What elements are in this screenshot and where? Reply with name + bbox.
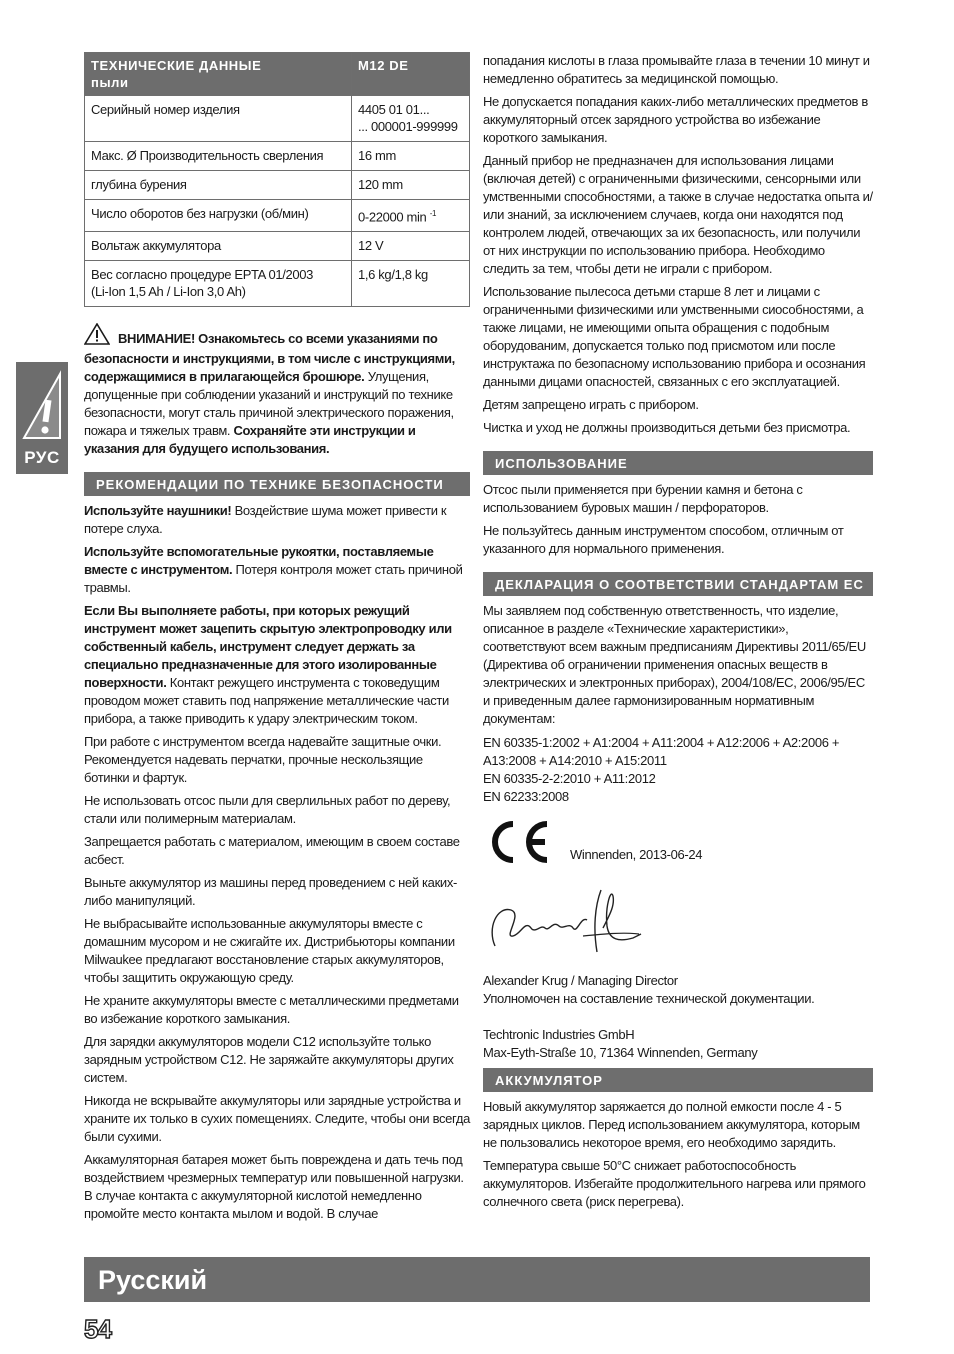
- spacer: [483, 1008, 873, 1026]
- standards-list: [483, 734, 873, 806]
- paragraph: Использование пылесоса детьми старше 8 лет и лицами с ограниченными физическими или умственными сиособностями, а также лицами, не имеющими опыта обращения с подобным оборудованим, допускается только под присмотом или после инструктажа по безопасному использованию прибора и осознания данными дицами опасностей, связанных с его эксплуатацией.: [483, 284, 866, 389]
- warning-bold-text: ВНИМАНИЕ! Ознакомьтесь со всеми указаниями по безопасности и инструкциями, в том числе с инструкциями, содержащимися в прилагающейся брошюре.: [84, 331, 455, 385]
- paragraph: Не допускается попадания каких-либо металлических предметов в аккумуляторный отсек зарядного устройства во избежание короткого замыкания.: [483, 94, 868, 145]
- table-row: [85, 171, 470, 200]
- standard-line: EN 60335-2-2:2010 + A11:2012: [483, 771, 656, 786]
- table-row: [85, 232, 470, 261]
- rpm-value: 0-22000 min: [358, 209, 427, 225]
- signer-name: Alexander Krug / Managing Director: [483, 973, 678, 988]
- left-column: [84, 52, 470, 1228]
- page-number: 54: [84, 1314, 111, 1344]
- paragraph: попадания кислоты в глаза промывайте глаза в течении 10 минут и немедленно обратитесь за медицинской помощью.: [483, 53, 870, 86]
- warning-triangle-icon: [84, 323, 110, 350]
- label-line: Вес согласно процедуре EPTA 01/2003: [91, 267, 314, 283]
- table-cell-label: Вольтаж аккумулятора: [85, 232, 352, 261]
- company-address: Max-Eyth-Straße 10, 71364 Winnenden, Germany: [483, 1045, 758, 1060]
- table-header-right: M12 DE: [352, 53, 470, 96]
- value-line: 4405 01 01...: [358, 102, 430, 117]
- paragraph: Данный прибор не предназначен для использования лицами (включая детей) с ограниченными физическими, сенсорными или умственными способностями, а также в случае недостатка опыта и/или знаний, за исключением случаев, когда они находятся под контролем людей, отвечающих за их безопасность, или получили от них инструкции по использованию прибора. Необходимо следить за тем, чтобы дети не играли с прибором.: [483, 153, 873, 276]
- table-header-subtitle: пыли: [91, 75, 129, 90]
- warning-text: Улущения, допущенные при соблюдении указаний и инструкций по технике безопасности, могут сталь причиной электрического поражения, пожара и тяжелых травм.: [84, 369, 454, 439]
- table-cell-value: [352, 200, 470, 232]
- table-row: [85, 261, 470, 307]
- paragraph-bold: Если Вы выполняете работы, при которых режущий инструмент может зацепить скрытую электропроводку или собственный кабель, инструмент следует держать за специально предназначенные для этого изолированные поверхности.: [84, 603, 452, 691]
- paragraph: Не использовать отсос пыли для сверлильных работ по дереву, стали или полимерным материалам.: [84, 793, 451, 827]
- paragraph: [84, 602, 470, 728]
- warning-keep-text: Сохраняйте эти инструкции и указания для будущего использования.: [84, 423, 416, 457]
- table-cell-label: Число оборотов без нагрузки (об/мин): [85, 200, 352, 232]
- paragraph: Не храните аккумуляторы вместе с металлическими предметами во избежание короткого замыкания.: [84, 993, 459, 1027]
- paragraph-bold: Используйте наушники!: [84, 503, 232, 519]
- paragraph: Температура свыше 50°C снижает работоспособность аккумуляторов. Избегайте продолжительного нагрева или прямого солнечного света (риск перегрева).: [483, 1158, 866, 1209]
- signature-image: [483, 876, 653, 968]
- paragraph: Мы заявляем под собственную ответственность, что изделие, описанное в разделе «Технические характеристики», соответствуют всем важным предписаниям Директивы 2011/65/EU (Директива об ограничении применения опасных веществ в электрических и электронных приборах), 2004/108/EC, 2006/95/EC и приведенным далее гармонизированным нормативным документам:: [483, 603, 866, 726]
- paragraph: Чистка и уход не должны производиться детьми без присмотра.: [483, 420, 851, 435]
- footer-language-bar: Русский: [84, 1257, 870, 1302]
- paragraph-text: Контакт режущего инструмента с токоведущим проводом может ставить под напряжение металлические части прибора, а также приводить к удару электрическим током.: [84, 675, 449, 727]
- rpm-superscript: -1: [429, 209, 437, 218]
- paragraph: Выньте аккумулятор из машины перед проведением с ней каких-либо манипуляций.: [84, 875, 457, 909]
- table-cell-value: 120 mm: [352, 171, 470, 200]
- paragraph-text: Воздействие шума может привести к потере слуха.: [84, 503, 447, 537]
- paragraph: Не выбрасывайте использованные аккумуляторы вместе с домашним мусором и не сжигайте их. Дистрибьюторы компании Milwaukee предлагают восстановление старых аккумуляторов, чтобы защитить окружающую среду.: [84, 916, 455, 986]
- paragraph: [84, 502, 470, 538]
- paragraph-text: Потеря контроля может стать причиной травмы.: [84, 562, 463, 596]
- signature: [483, 876, 873, 972]
- paragraph: Никогда не вскрывайте аккумуляторы или зарядные устройства и храните их только в сухих помещениях. Следите, чтобы они всегда были сухими.: [84, 1093, 470, 1145]
- usage-section-title: ИСПОЛЬЗОВАНИЕ: [483, 451, 873, 475]
- table-header-title: ТЕХНИЧЕСКИЕ ДАННЫЕ: [91, 58, 262, 73]
- paragraph: [84, 543, 470, 597]
- table-cell-value: [352, 96, 470, 142]
- table-row: [85, 200, 470, 232]
- table-row: [85, 142, 470, 171]
- safety-section-title: РЕКОМЕНДАЦИИ ПО ТЕХНИКЕ БЕЗОПАСНОСТИ: [84, 472, 470, 496]
- paragraph: Новый аккумулятор заряжается до полной емкости после 4 - 5 зарядных циклов. Перед использованием аккумулятора, которым не пользовались некоторое время, его необходимо зарядить.: [483, 1099, 860, 1150]
- paragraph: Запрещается работать с материалом, имеющим в своем составе асбест.: [84, 834, 460, 868]
- tech-data-table: [84, 52, 470, 307]
- standard-line: EN 60335-1:2002 + A1:2004 + A11:2004 + A12:2006 + A2:2006 + A13:2008 + A14:2010 + A15:2011: [483, 735, 840, 768]
- paragraph: Аккамуляторная батарея может быть повреждена и дать течь под воздействием чрезмерных температур или повышенной нагрузки. В случае контакта с аккумуляторной кислотой немедленно промойте место контакта мылом и водой. В случае: [84, 1152, 464, 1222]
- side-tab-language: РУС: [24, 448, 60, 467]
- place-date: Winnenden, 2013-06-24: [570, 847, 703, 862]
- table-cell-label: Серийный номер изделия: [85, 96, 352, 142]
- company-name: Techtronic Industries GmbH: [483, 1027, 635, 1042]
- paragraph: Для зарядки аккумуляторов модели C12 используйте только зарядным устройством C12. Не заряжайте аккумуляторы других систем.: [84, 1034, 454, 1086]
- table-cell-label: [85, 261, 352, 307]
- warning-block: [84, 323, 470, 458]
- language-side-tab: [16, 362, 68, 474]
- ce-mark-icon: [489, 820, 551, 864]
- label-line: (Li-Ion 1,5 Ah / Li-Ion 3,0 Ah): [91, 284, 246, 300]
- warning-exclamation-icon: [20, 370, 64, 442]
- table-cell-value: 16 mm: [352, 142, 470, 171]
- paragraph: Отсос пыли применяется при бурении камня и бетона с использованием буровых машин / перфораторов.: [483, 482, 803, 515]
- ce-row: [483, 820, 873, 870]
- table-cell-value: 1,6 kg/1,8 kg: [352, 261, 470, 307]
- table-cell-label: Макс. Ø Производительность сверления: [85, 142, 352, 171]
- standard-line: EN 62233:2008: [483, 789, 569, 804]
- table-header-row: [85, 53, 470, 96]
- authorized-note: Уполномочен на составление технической документации.: [483, 991, 815, 1006]
- paragraph: При работе с инструментом всегда надевайте защитные очки. Рекомендуется надевать перчатки, прочные нескользящие ботинки и фартук.: [84, 734, 442, 786]
- paragraph: Не пользуйтесь данным инструментом способом, отличным от указанного для нормального применения.: [483, 523, 844, 556]
- table-row: [85, 96, 470, 142]
- battery-section-title: АККУМУЛЯТОР: [483, 1068, 873, 1092]
- right-column: [483, 52, 873, 1216]
- paragraph: Детям запрещено играть с прибором.: [483, 397, 699, 412]
- table-cell-label: глубина бурения: [85, 171, 352, 200]
- table-header-left: [85, 53, 352, 96]
- table-cell-value: 12 V: [352, 232, 470, 261]
- paragraph-bold: Используйте вспомогательные рукоятки, поставляемые вместе с инструментом.: [84, 544, 434, 578]
- value-line: ... 000001-999999: [358, 119, 458, 134]
- declaration-section-title: ДЕКЛАРАЦИЯ О СООТВЕТСТВИИ СТАНДАРТАМ ЕС: [483, 572, 873, 596]
